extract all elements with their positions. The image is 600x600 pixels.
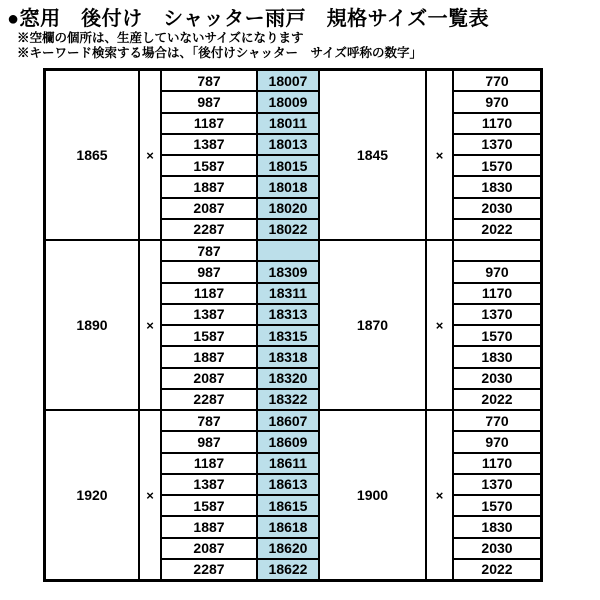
multiply-symbol: × bbox=[427, 241, 452, 409]
width-left-cell: 1587 bbox=[162, 156, 256, 175]
height-right-cell: 1845 bbox=[320, 71, 425, 239]
width-left-cell: 2087 bbox=[162, 199, 256, 218]
width-left-cell: 787 bbox=[162, 241, 256, 260]
code-cell: 18311 bbox=[258, 284, 318, 303]
code-cell bbox=[258, 241, 318, 260]
multiply-symbol: × bbox=[140, 71, 160, 239]
width-right-cell bbox=[454, 241, 540, 260]
multiply-symbol: × bbox=[140, 411, 160, 579]
width-left-cell: 2087 bbox=[162, 369, 256, 388]
width-left-cell: 1887 bbox=[162, 517, 256, 536]
width-right-cell: 1570 bbox=[454, 326, 540, 345]
width-left-cell: 1587 bbox=[162, 326, 256, 345]
width-right-cell: 2022 bbox=[454, 390, 540, 409]
width-right-cell: 2030 bbox=[454, 369, 540, 388]
code-cell: 18618 bbox=[258, 517, 318, 536]
width-right-cell: 1370 bbox=[454, 135, 540, 154]
width-left-cell: 1187 bbox=[162, 454, 256, 473]
width-left-cell: 2287 bbox=[162, 220, 256, 239]
code-cell: 18320 bbox=[258, 369, 318, 388]
code-cell: 18318 bbox=[258, 347, 318, 366]
width-right-cell: 2022 bbox=[454, 220, 540, 239]
code-cell: 18011 bbox=[258, 114, 318, 133]
width-left-cell: 2287 bbox=[162, 560, 256, 579]
size-table bbox=[43, 68, 543, 582]
width-right-cell: 1170 bbox=[454, 284, 540, 303]
code-cell: 18609 bbox=[258, 432, 318, 451]
width-left-cell: 787 bbox=[162, 411, 256, 430]
height-right-cell: 1900 bbox=[320, 411, 425, 579]
note-keyword-search: ※キーワード検索する場合は、「後付けシャッター サイズ呼称の数字」 bbox=[17, 46, 423, 60]
width-right-cell: 1570 bbox=[454, 496, 540, 515]
width-left-cell: 1587 bbox=[162, 496, 256, 515]
height-left-cell: 1890 bbox=[46, 241, 138, 409]
width-right-cell: 1570 bbox=[454, 156, 540, 175]
code-cell: 18020 bbox=[258, 199, 318, 218]
width-left-cell: 1387 bbox=[162, 475, 256, 494]
width-right-cell: 1830 bbox=[454, 347, 540, 366]
width-right-cell: 2030 bbox=[454, 539, 540, 558]
width-right-cell: 770 bbox=[454, 71, 540, 90]
width-left-cell: 1187 bbox=[162, 284, 256, 303]
code-cell: 18315 bbox=[258, 326, 318, 345]
width-left-cell: 987 bbox=[162, 262, 256, 281]
width-left-cell: 1387 bbox=[162, 305, 256, 324]
code-cell: 18313 bbox=[258, 305, 318, 324]
height-left-cell: 1920 bbox=[46, 411, 138, 579]
width-right-cell: 970 bbox=[454, 432, 540, 451]
table-section-3 bbox=[46, 411, 540, 579]
page-title: ●窓用 後付け シャッター雨戸 規格サイズ一覧表 bbox=[7, 8, 490, 30]
code-cell: 18613 bbox=[258, 475, 318, 494]
width-right-cell: 1170 bbox=[454, 454, 540, 473]
code-cell: 18009 bbox=[258, 92, 318, 111]
width-left-cell: 1887 bbox=[162, 177, 256, 196]
width-left-cell: 1387 bbox=[162, 135, 256, 154]
code-cell: 18615 bbox=[258, 496, 318, 515]
code-cell: 18622 bbox=[258, 560, 318, 579]
width-left-cell: 2087 bbox=[162, 539, 256, 558]
code-cell: 18018 bbox=[258, 177, 318, 196]
width-left-cell: 1887 bbox=[162, 347, 256, 366]
width-right-cell: 2030 bbox=[454, 199, 540, 218]
width-right-cell: 1830 bbox=[454, 517, 540, 536]
height-left-cell: 1865 bbox=[46, 71, 138, 239]
table-section-2 bbox=[46, 241, 540, 409]
width-right-cell: 1370 bbox=[454, 475, 540, 494]
code-cell: 18007 bbox=[258, 71, 318, 90]
code-cell: 18322 bbox=[258, 390, 318, 409]
width-left-cell: 2287 bbox=[162, 390, 256, 409]
code-cell: 18013 bbox=[258, 135, 318, 154]
width-left-cell: 987 bbox=[162, 432, 256, 451]
width-right-cell: 2022 bbox=[454, 560, 540, 579]
width-left-cell: 787 bbox=[162, 71, 256, 90]
table-section-1 bbox=[46, 71, 540, 239]
multiply-symbol: × bbox=[140, 241, 160, 409]
multiply-symbol: × bbox=[427, 71, 452, 239]
width-right-cell: 1170 bbox=[454, 114, 540, 133]
height-right-cell: 1870 bbox=[320, 241, 425, 409]
width-right-cell: 1830 bbox=[454, 177, 540, 196]
code-cell: 18309 bbox=[258, 262, 318, 281]
width-left-cell: 1187 bbox=[162, 114, 256, 133]
width-left-cell: 987 bbox=[162, 92, 256, 111]
width-right-cell: 770 bbox=[454, 411, 540, 430]
code-cell: 18607 bbox=[258, 411, 318, 430]
code-cell: 18620 bbox=[258, 539, 318, 558]
width-right-cell: 970 bbox=[454, 262, 540, 281]
note-blank-cells: ※空欄の個所は、生産していないサイズになります bbox=[17, 31, 304, 45]
code-cell: 18015 bbox=[258, 156, 318, 175]
multiply-symbol: × bbox=[427, 411, 452, 579]
code-cell: 18022 bbox=[258, 220, 318, 239]
width-right-cell: 1370 bbox=[454, 305, 540, 324]
code-cell: 18611 bbox=[258, 454, 318, 473]
width-right-cell: 970 bbox=[454, 92, 540, 111]
